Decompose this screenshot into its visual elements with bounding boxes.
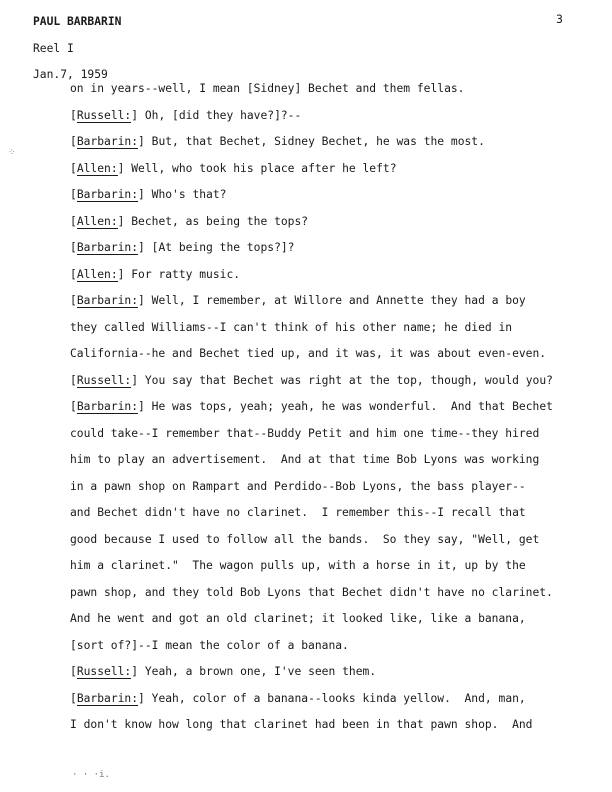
speaker-bracket-open: [ [70,108,77,122]
transcript-line [70,424,600,451]
speaker-label: Barbarin: [76,241,139,254]
line-text: But, that Bechet, Sidney Bechet, he was the most. [144,135,485,148]
speaker-label: Allen: [76,267,118,281]
speaker-bracket-open: [ [70,373,77,387]
line-text: Yeah, color of a banana--looks kinda yellow. And, man, [144,691,526,705]
line-text: and Bechet didn't have no clarinet. I remember this--I recall that [70,506,526,519]
speaker-bracket-close: ] [138,294,145,307]
transcript-line [70,477,600,504]
transcript-line [70,106,600,133]
line-text: I don't know how long that clarinet had been in that pawn shop. And [70,718,533,731]
speaker-bracket-open: [ [70,214,77,228]
transcript-line [70,556,600,583]
line-text: Yeah, a brown one, I've seen them. [138,665,377,678]
header-reel: Reel I [33,41,74,55]
line-text: Well, I remember, at Willore and Annette they had a boy [144,294,526,307]
line-text: [sort of?]--I mean the color of a banana. [70,638,349,652]
speaker-bracket-close: ] [117,214,125,228]
line-text: He was tops, yeah; yeah, he was wonderful. And that Bechet [144,400,553,413]
scan-mark: ⁘ [8,148,16,158]
header-title: PAUL BARBARIN [33,15,122,28]
speaker-bracket-open: [ [70,267,77,281]
transcript-line [70,609,600,636]
line-text: in a pawn shop on Rampart and Perdido--Bob Lyons, the bass player-- [70,479,526,493]
line-text: Well, who took his place after he left? [124,161,397,175]
line-text: him to play an advertisement. And at that time Bob Lyons was working [70,453,540,466]
line-text: [At being the tops?]? [144,241,295,254]
line-text: Who's that? [144,188,227,201]
speaker-bracket-close: ] [131,665,139,678]
speaker-bracket-open: [ [70,294,77,307]
line-text: You say that Bechet was right at the top, though, would you? [138,373,553,387]
speaker-bracket-close: ] [117,267,125,281]
speaker-bracket-open: [ [70,188,77,201]
line-text: And he went and got an old clarinet; it looked like, like a banana, [70,612,526,625]
speaker-bracket-open: [ [70,241,77,254]
page-number: 3 [556,12,563,26]
header-date: Jan.7, 1959 [33,68,108,81]
transcript-line [70,185,600,212]
speaker-bracket-open: [ [70,691,77,705]
transcript-body [70,79,600,742]
transcript-line [70,371,600,398]
line-text: California--he and Bechet tied up, and it was, it was about even-even. [70,347,547,360]
speaker-label: Barbarin: [76,188,139,201]
transcript-line [70,132,600,159]
speaker-label: Barbarin: [76,400,139,413]
transcript-line [70,265,600,292]
transcript-line [70,79,600,106]
speaker-label: Barbarin: [76,294,139,307]
speaker-label: Allen: [76,161,118,175]
transcript-line [70,344,600,371]
speaker-label: Russell: [76,373,132,387]
speaker-bracket-open: [ [70,135,77,148]
speaker-label: Barbarin: [76,691,139,705]
transcript-line [70,291,600,318]
line-text: could take--I remember that--Buddy Petit and him one time--they hired [70,426,540,440]
transcript-line [70,583,600,610]
line-text: they called Williams--I can't think of his other name; he died in [70,320,513,334]
speaker-bracket-close: ] [131,108,139,122]
line-text: on in years--well, I mean [Sidney] Bechet and them fellas. [70,82,465,95]
transcript-line [70,689,600,716]
speaker-bracket-close: ] [138,188,145,201]
speaker-bracket-open: [ [70,400,77,413]
speaker-bracket-close: ] [138,241,145,254]
transcript-line [70,450,600,477]
speaker-bracket-close: ] [138,400,145,413]
speaker-label: Russell: [76,665,132,678]
speaker-bracket-open: [ [70,161,77,175]
transcript-line [70,636,600,663]
transcript-line [70,503,600,530]
speaker-bracket-close: ] [138,135,145,148]
speaker-bracket-close: ] [138,691,145,705]
line-text: Oh, [did they have?]?-- [138,108,302,122]
speaker-bracket-open: [ [70,665,77,678]
transcript-line [70,662,600,689]
transcript-line [70,159,600,186]
transcript-line [70,530,600,557]
transcript-line [70,715,600,742]
line-text: For ratty music. [124,267,241,281]
transcript-line [70,397,600,424]
scan-mark: · · ·i. [72,770,110,780]
speaker-label: Allen: [76,214,118,228]
transcript-line [70,318,600,345]
line-text: Bechet, as being the tops? [124,214,309,228]
speaker-bracket-close: ] [117,161,125,175]
speaker-bracket-close: ] [131,373,139,387]
transcript-line [70,212,600,239]
line-text: him a clarinet." The wagon pulls up, with a horse in it, up by the [70,559,526,572]
transcript-line [70,238,600,265]
speaker-label: Barbarin: [76,135,139,148]
line-text: pawn shop, and they told Bob Lyons that Bechet didn't have no clarinet. [70,585,553,599]
speaker-label: Russell: [76,108,132,122]
line-text: good because I used to follow all the bands. So they say, "Well, get [70,532,540,546]
